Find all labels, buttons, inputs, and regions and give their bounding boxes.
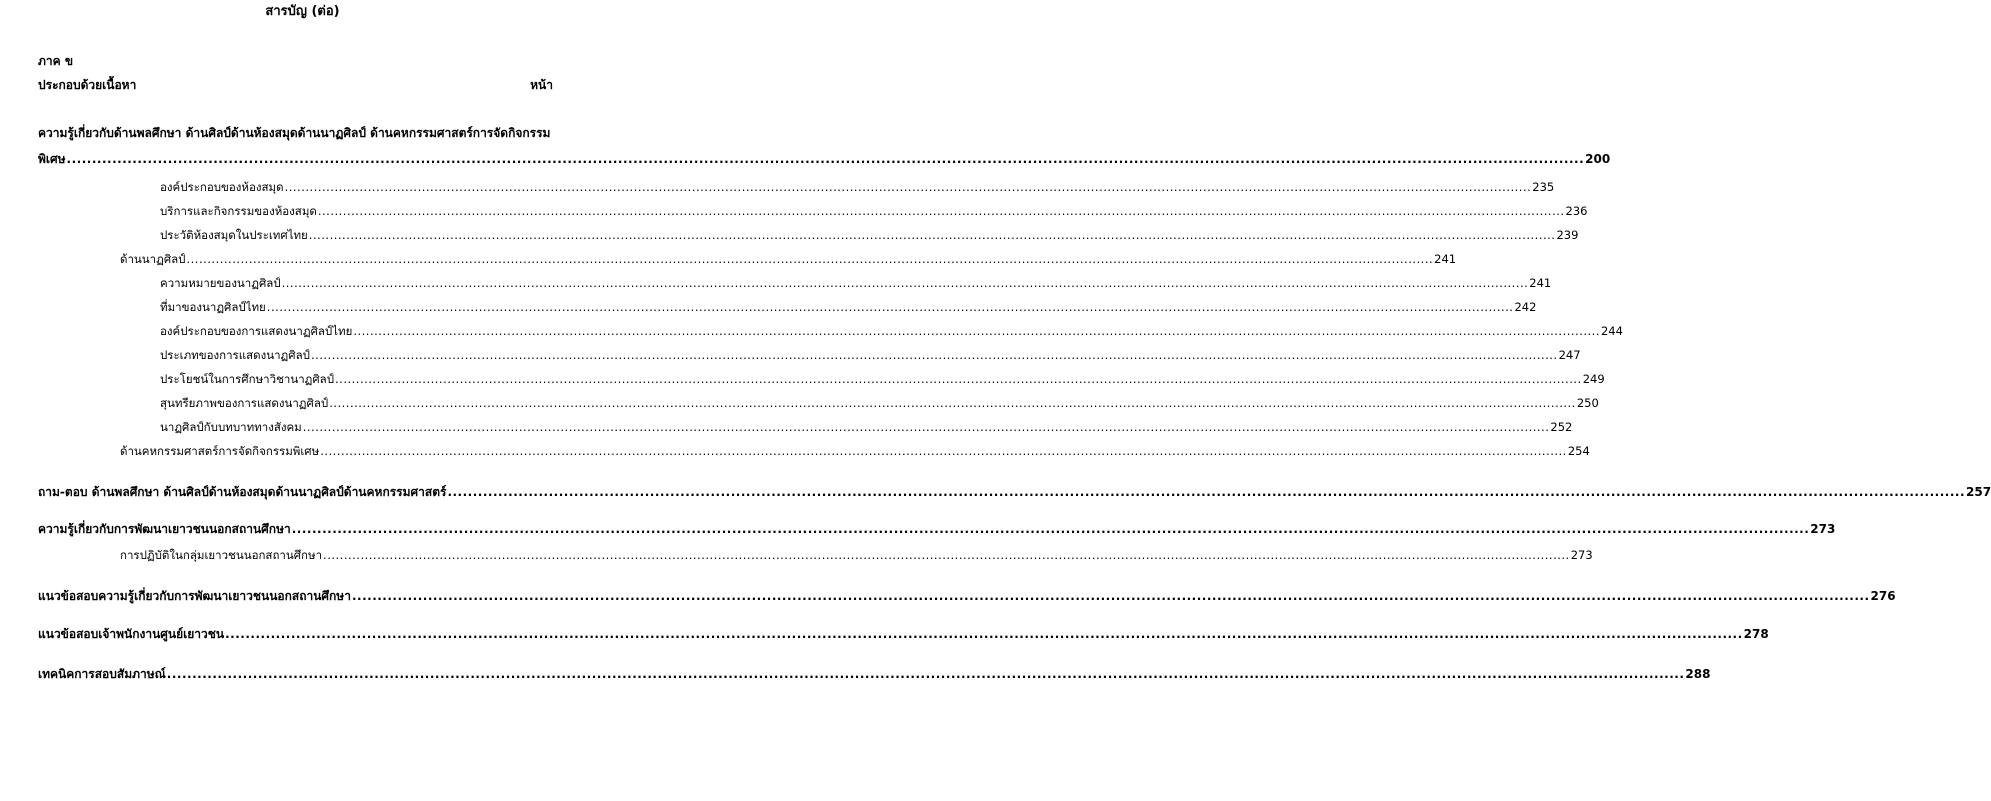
toc-entry-page: 273 [1570,548,1593,562]
dot-leader: ............................................................................................................................................................................................................................................................................................................ [353,324,1600,338]
toc-entry-title: ความรู้เกี่ยวกับการพัฒนาเยาวชนนอกสถานศึกษา [38,522,291,536]
toc-entry-page: 239 [1556,228,1579,242]
toc-entry-page: 276 [1870,589,1896,603]
toc-entry [160,323,1623,341]
dot-leader: ............................................................................................................................................................................................................................................................................................................ [66,152,1585,166]
toc-entry-page: 250 [1576,396,1599,410]
toc-entry-page: 249 [1582,372,1605,386]
toc-entry [160,275,1552,293]
toc-entry-title: พิเศษ [38,152,66,166]
contents-header: ประกอบด้วยเนื้อหา [38,78,137,92]
dot-leader: ............................................................................................................................................................................................................................................................................................................ [281,276,1529,290]
toc-entry [38,520,1836,539]
toc-entry [120,251,1457,269]
toc-entry [38,150,1611,169]
toc-entry-page: 252 [1550,420,1573,434]
toc-entry-page: 254 [1567,444,1590,458]
toc-entry [160,179,1555,197]
toc-entry-title: องค์ประกอบของห้องสมุด [160,180,284,194]
toc-entry-title: บริการและกิจกรรมของห้องสมุด [160,204,317,218]
toc-entry [160,227,1579,245]
part-label: ภาค ข [38,54,74,68]
toc-entry [160,371,1605,389]
toc-entry-title: ความหมายของนาฏศิลป์ [160,276,281,290]
dot-leader: ............................................................................................................................................................................................................................................................................................................ [225,627,1743,641]
toc-entry-title: แนวข้อสอบความรู้เกี่ยวกับการพัฒนาเยาวชนนอกสถานศึกษา [38,589,351,603]
dot-leader: ............................................................................................................................................................................................................................................................................................................ [329,396,1576,410]
dot-leader: ............................................................................................................................................................................................................................................................................................................ [310,348,1558,362]
toc-entry [160,395,1599,413]
dot-leader: ............................................................................................................................................................................................................................................................................................................ [308,228,1556,242]
toc-entry [160,419,1573,437]
dot-leader: ............................................................................................................................................................................................................................................................................................................ [351,589,1870,603]
dot-leader: ............................................................................................................................................................................................................................................................................................................ [186,252,1434,266]
dot-leader: ............................................................................................................................................................................................................................................................................................................ [447,485,1966,499]
toc-entry-title: องค์ประกอบของการแสดงนาฏศิลป์ไทย [160,324,353,338]
toc-entry [38,625,1769,644]
page-title: สารบัญ (ต่อ) [265,4,340,19]
toc-entry-page: 242 [1514,300,1537,314]
toc-entry-title: ด้านคหกรรมศาสตร์การจัดกิจกรรมพิเศษ [120,444,320,458]
toc-entry-title: ประวัติห้องสมุดในประเทศไทย [160,228,308,242]
dot-leader: ............................................................................................................................................................................................................................................................................................................ [302,420,1550,434]
toc-entry [160,347,1581,365]
toc-entry [38,483,1991,502]
dot-leader: ............................................................................................................................................................................................................................................................................................................ [335,372,1582,386]
toc-entry-title: สุนทรียภาพของการแสดงนาฏศิลป์ [160,396,329,410]
toc-entry-page: 244 [1600,324,1623,338]
toc-entry-title: การปฏิบัติในกลุ่มเยาวชนนอกสถานศึกษา [120,548,323,562]
toc-entry-title: ประเภทของการแสดงนาฏศิลป์ [160,348,310,362]
toc-entry-page: 200 [1585,152,1611,166]
toc-entry-page: 288 [1685,667,1711,681]
toc-entry-page: 278 [1743,627,1769,641]
dot-leader: ............................................................................................................................................................................................................................................................................................................ [317,204,1565,218]
toc-entry [160,299,1537,317]
dot-leader: ............................................................................................................................................................................................................................................................................................................ [266,300,1514,314]
toc-entry-page: 247 [1558,348,1581,362]
toc-entry-page: 236 [1565,204,1588,218]
dot-leader: ............................................................................................................................................................................................................................................................................................................ [166,667,1685,681]
toc-entry [38,665,1711,684]
page-column-header: หน้า [530,78,553,92]
toc-entry-title: ที่มาของนาฏศิลป์ไทย [160,300,266,314]
dot-leader: ............................................................................................................................................................................................................................................................................................................ [284,180,1532,194]
toc-entry-title: ด้านนาฏศิลป์ [120,252,186,266]
dot-leader: ............................................................................................................................................................................................................................................................................................................ [291,522,1810,536]
toc-section-title: ความรู้เกี่ยวกับด้านพลศึกษา ด้านศิลป์ด้านห้องสมุดด้านนาฏศิลป์ ด้านคหกรรมศาสตร์การจัดกิจกรรม [38,126,551,140]
dot-leader: ............................................................................................................................................................................................................................................................................................................ [323,548,1570,562]
dot-leader: ............................................................................................................................................................................................................................................................................................................ [320,444,1567,458]
toc-entry-page: 257 [1966,485,1991,499]
toc-entry-title: นาฏศิลป์กับบทบาททางสังคม [160,420,302,434]
toc-entry [120,443,1590,461]
toc-entry-page: 241 [1529,276,1552,290]
toc-entry [38,587,1896,606]
toc-entry-page: 241 [1434,252,1457,266]
toc-entry-page: 235 [1532,180,1555,194]
toc-entry-title: แนวข้อสอบเจ้าพนักงานศูนย์เยาวชน [38,627,225,641]
toc-entry-title: ถาม-ตอบ ด้านพลศึกษา ด้านศิลป์ด้านห้องสมุดด้านนาฏศิลป์ด้านคหกรรมศาสตร์ [38,485,447,499]
toc-entry [160,203,1588,221]
toc-entry-title: เทคนิคการสอบสัมภาษณ์ [38,667,166,681]
toc-entry-title: ประโยชน์ในการศึกษาวิชานาฏศิลป์ [160,372,335,386]
toc-entry [120,547,1593,565]
toc-entry-page: 273 [1810,522,1836,536]
